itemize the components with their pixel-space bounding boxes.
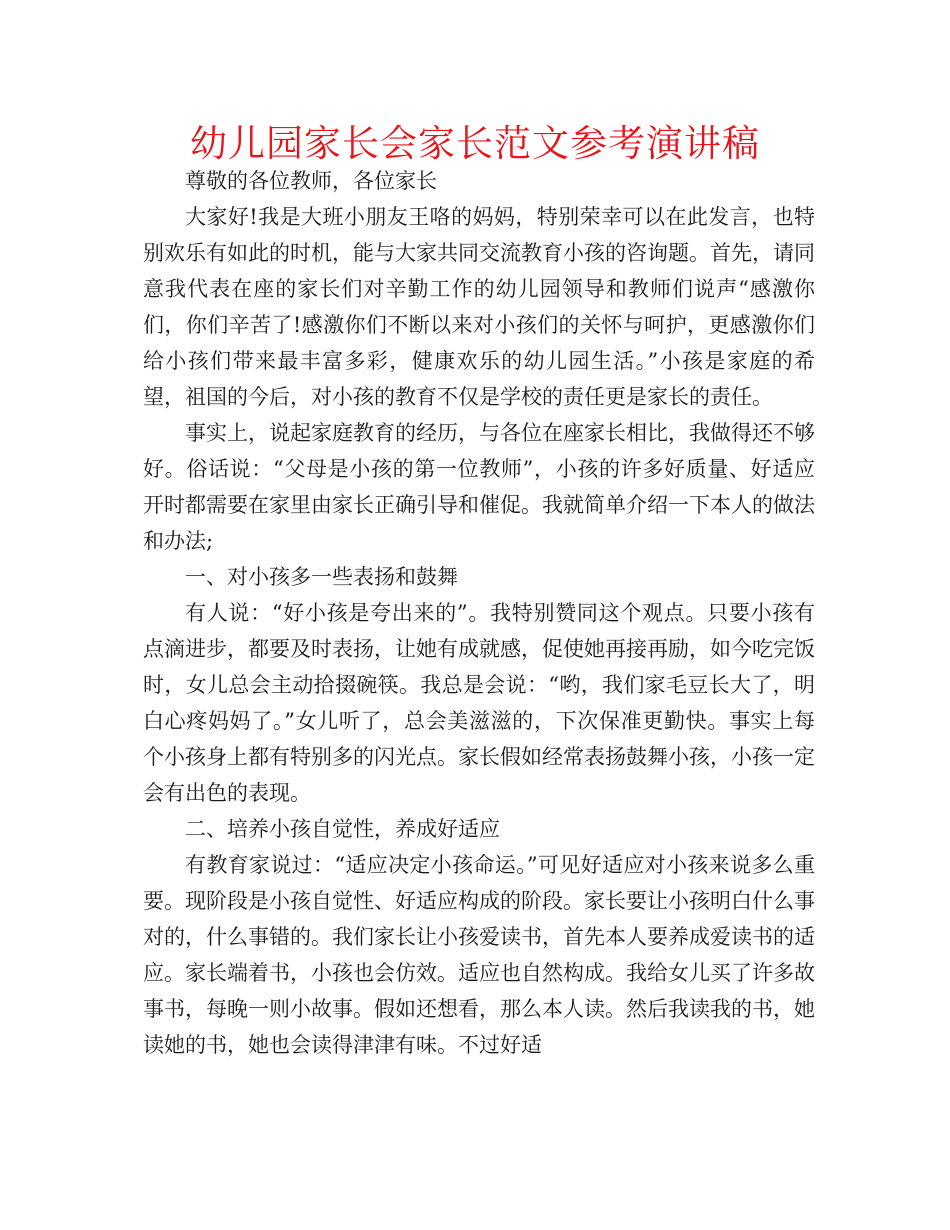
section-heading-praise: 一、对小孩多一些表扬和鼓舞 xyxy=(185,565,458,589)
paragraph-praise: 有人说：“好小孩是夸出来的”。我特别赞同这个观点。只要小孩有点滴进步，都要及时表扬，让她有成就感，促使她再接再励，如今吃完饭时，女儿总会主动拾掇碗筷。我总是会说：“哟，我们家毛豆长大了，明白心疼妈妈了。”女儿听了，总会美滋滋的，下次保准更勤快。事实上每个小孩身上都有特别多的闪光点。家长假如经常表扬鼓舞小孩，小孩一定会有出色的表现。 xyxy=(143,601,815,805)
section-heading-habits: 二、培养小孩自觉性，养成好适应 xyxy=(185,817,500,841)
document-title: 幼儿园家长会家长范文参考演讲稿 xyxy=(190,122,760,165)
paragraph-greeting: 大家好!我是大班小朋友王咯的妈妈，特别荣幸可以在此发言，也特别欢乐有如此的时机，能与大家共同交流教育小孩的咨询题。首先，请同意我代表在座的家长们对辛勤工作的幼儿园领导和教师们说声“感激你们，你们辛苦了!感激你们不断以来对小孩们的关怀与呵护，更感激你们给小孩们带来最丰富多彩，健康欢乐的幼儿园生活。”小孩是家庭的希望，祖国的今后，对小孩的教育不仅是学校的责任更是家长的责任。 xyxy=(143,205,815,409)
document-body xyxy=(143,163,815,1063)
paragraph-experience: 事实上，说起家庭教育的经历，与各位在座家长相比，我做得还不够好。俗话说：“父母是小孩的第一位教师”，小孩的许多好质量、好适应开时都需要在家里由家长正确引导和催促。我就简单介绍一下本人的做法和办法; xyxy=(143,421,815,553)
paragraph-habits: 有教育家说过：“适应决定小孩命运。”可见好适应对小孩来说多么重要。现阶段是小孩自觉性、好适应构成的阶段。家长要让小孩明白什么事对的，什么事错的。我们家长让小孩爱读书，首先本人要养成爱读书的适应。家长端着书，小孩也会仿效。适应也自然构成。我给女儿买了许多故事书，每晚一则小故事。假如还想看，那么本人读。然后我读我的书，她读她的书，她也会读得津津有味。不过好适 xyxy=(143,853,815,1057)
paragraph-salutation: 尊敬的各位教师，各位家长 xyxy=(185,169,437,193)
